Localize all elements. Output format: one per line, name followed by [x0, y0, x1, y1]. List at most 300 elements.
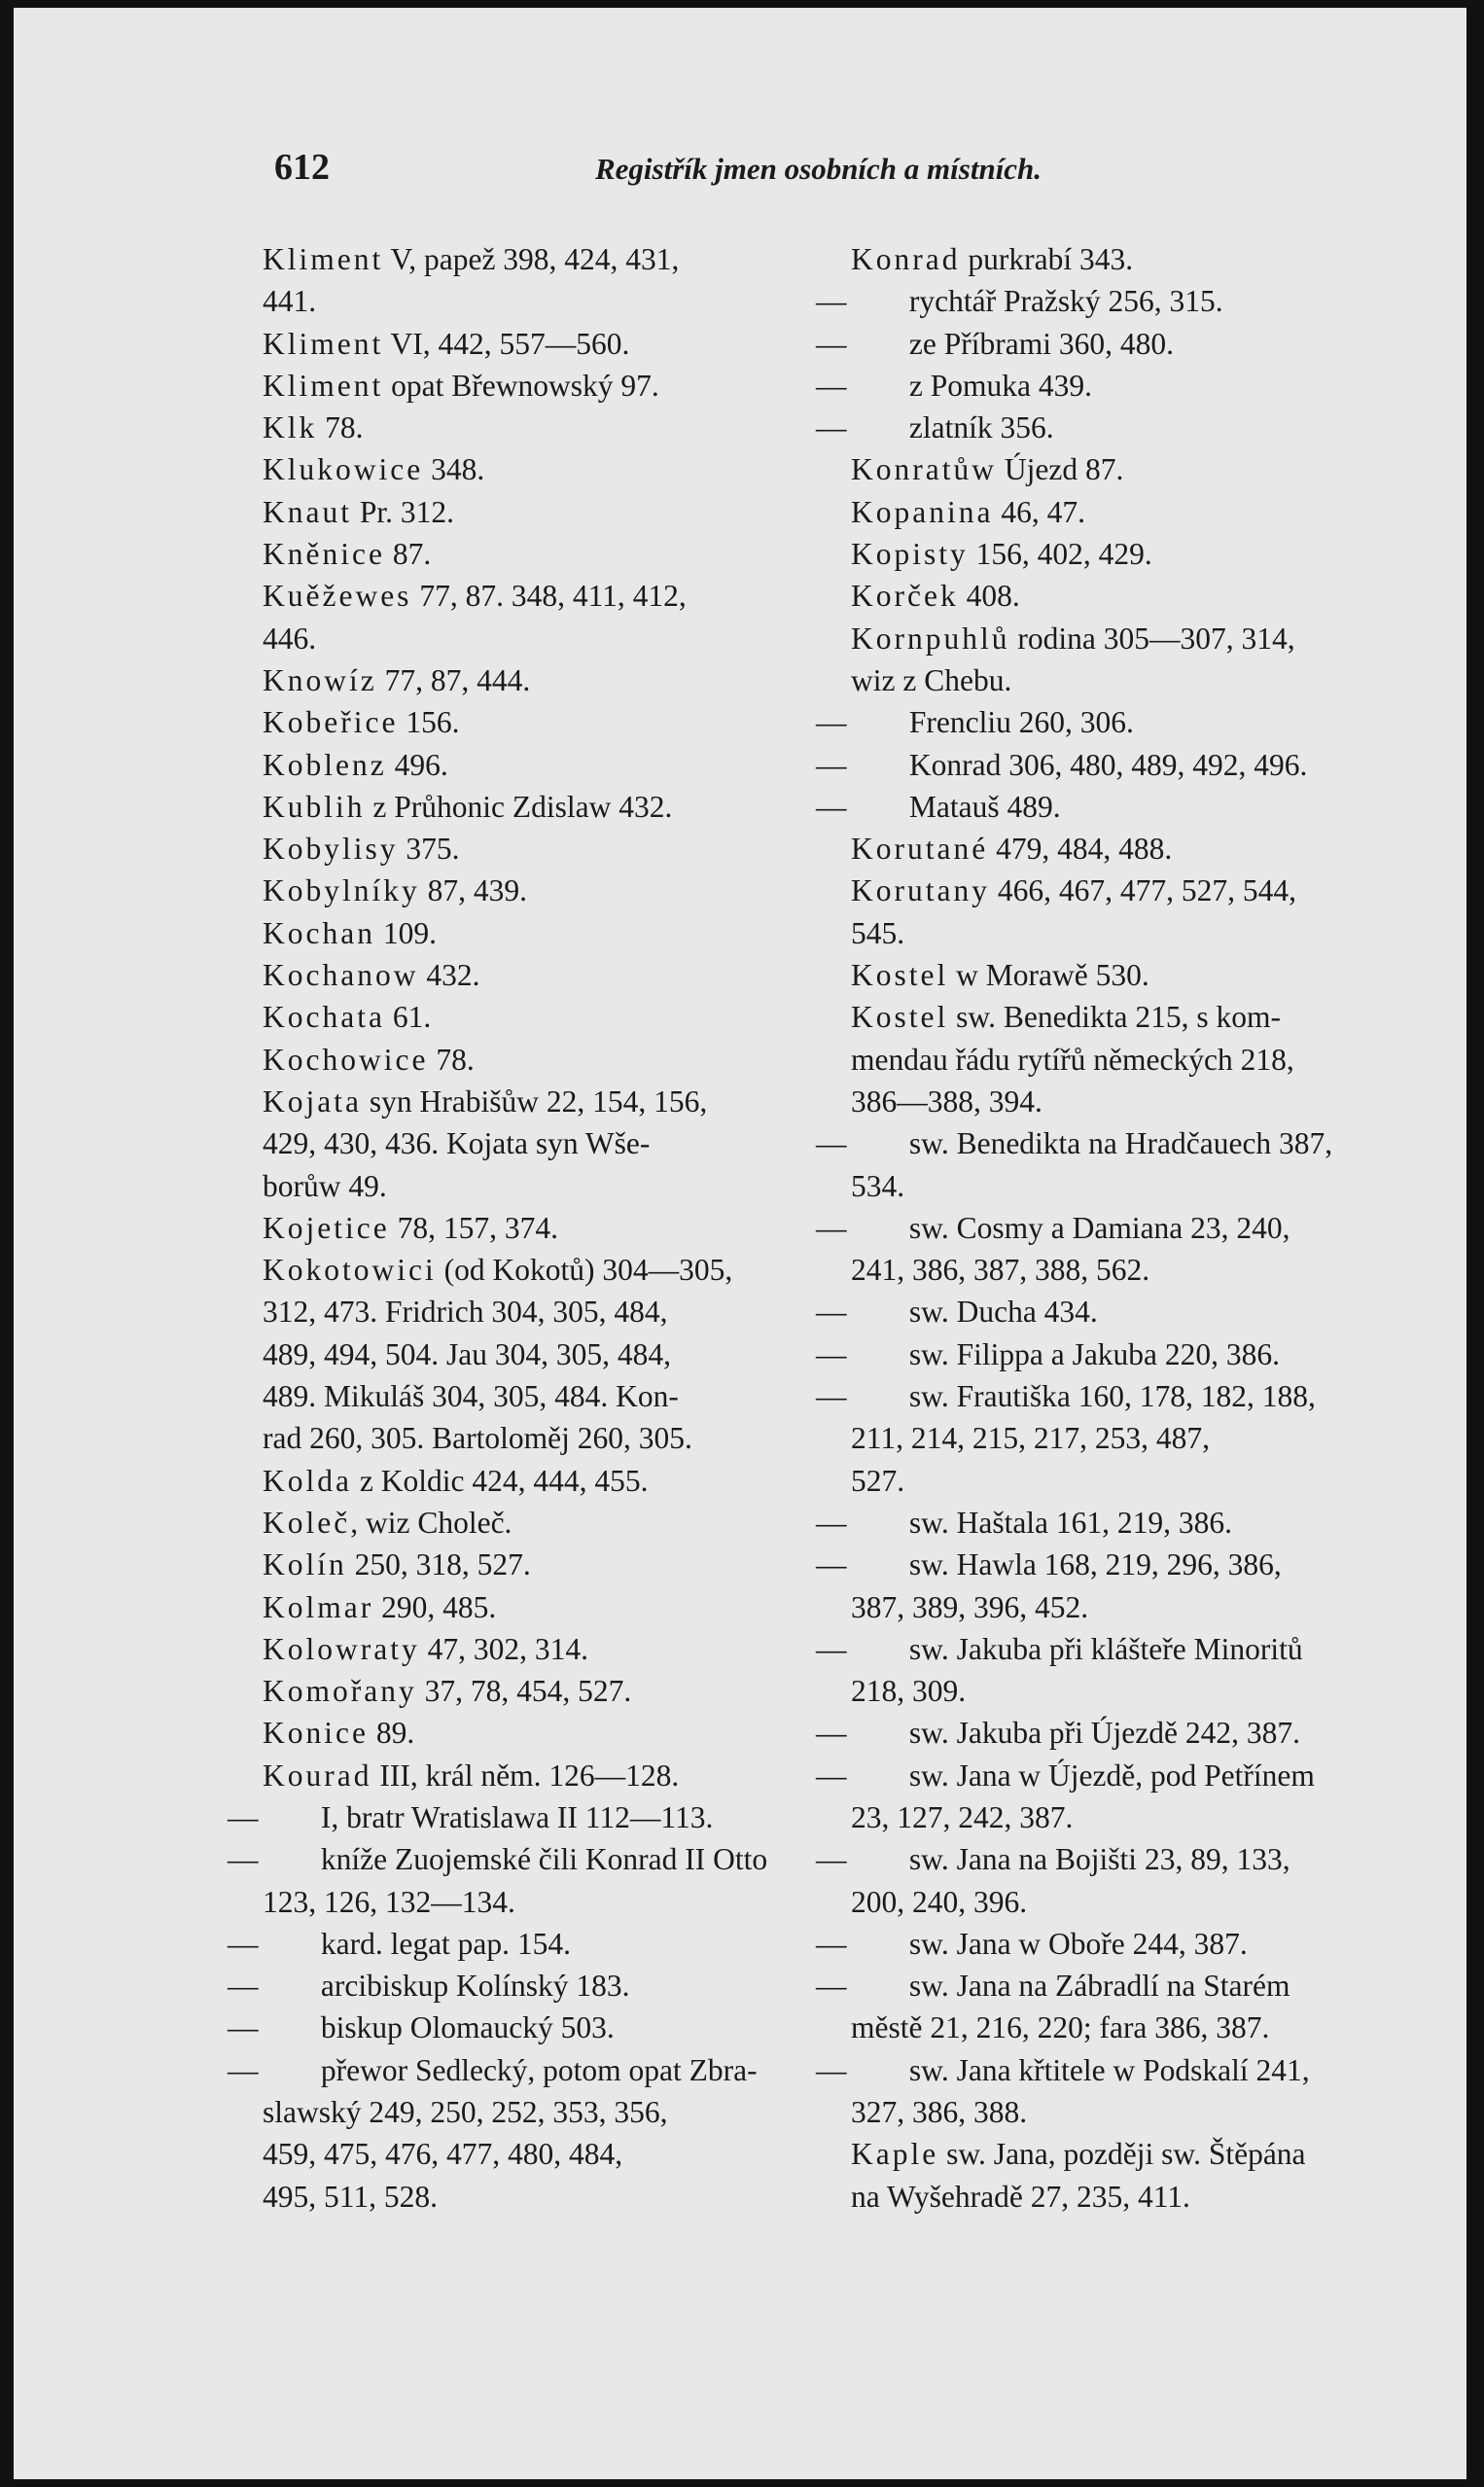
index-entry [263, 365, 846, 407]
entry-headword: Korček [851, 579, 959, 614]
entry-headword: Kolín [263, 1547, 347, 1582]
index-entry [816, 1502, 1434, 1544]
index-entry [263, 1207, 846, 1249]
entry-line [263, 1291, 846, 1332]
entry-text: 432. [418, 958, 480, 993]
entry-text: 496. [386, 747, 448, 782]
entry-headword: Kojetice [263, 1210, 390, 1245]
entry-line [851, 1039, 1434, 1081]
entry-line [851, 1081, 1434, 1122]
entry-line [263, 659, 846, 701]
entry-headword: Kojata [263, 1084, 362, 1119]
entry-headword: Kochan [263, 915, 375, 950]
entry-line [263, 1165, 846, 1207]
entry-text: 386—388, 394. [851, 1084, 1042, 1119]
index-entry [263, 701, 846, 743]
index-entry [816, 1712, 1434, 1754]
index-entry [263, 1628, 846, 1670]
index-entry [816, 2049, 1434, 2134]
entry-line [851, 618, 1434, 659]
entry-text: kníže Zuojemské čili Konrad II Otto [313, 1842, 768, 1877]
entry-line [263, 1881, 846, 1923]
entry-text: sw. Haštala 161, 219, 386. [901, 1505, 1233, 1540]
entry-line [851, 2133, 1434, 2175]
index-entry [816, 280, 1434, 322]
page-number: 612 [274, 147, 330, 188]
continuation-dash: — [816, 410, 847, 445]
continuation-dash: — [816, 1210, 847, 1245]
entry-headword: Kuěžewes [263, 579, 412, 614]
entry-line [851, 575, 1434, 617]
index-entry [263, 912, 846, 954]
entry-line [851, 2176, 1434, 2218]
entry-line [851, 1796, 1434, 1838]
entry-text: Frencliu 260, 306. [901, 705, 1134, 740]
continuation-dash: — [228, 2010, 259, 2045]
entry-text: wiz z Chebu. [851, 662, 1012, 697]
entry-line [263, 1712, 846, 1754]
entry-text: Konrad 306, 480, 489, 492, 496. [901, 747, 1308, 782]
entry-text: Pr. 312. [351, 494, 455, 529]
entry-line [228, 1923, 846, 1965]
entry-headword: Konratůw [851, 452, 997, 487]
entry-text: 109. [374, 915, 437, 950]
entry-headword: Kobylníky [263, 873, 420, 908]
entry-line [816, 323, 1434, 365]
entry-line [816, 744, 1434, 786]
entry-line [228, 1838, 846, 1880]
index-entry [816, 1544, 1434, 1628]
index-entry [851, 618, 1434, 702]
index-entry [816, 365, 1434, 407]
entry-headword: Konrad [851, 242, 961, 276]
index-entry [816, 1628, 1434, 1713]
entry-line [816, 280, 1434, 322]
entry-headword: Kostel [851, 958, 949, 993]
entry-headword: Kublih [263, 789, 366, 824]
index-entry [263, 954, 846, 996]
index-entry [851, 238, 1434, 280]
index-entry [263, 1712, 846, 1754]
entry-text: 87. [384, 537, 432, 572]
entry-line [263, 1544, 846, 1585]
index-entry [851, 828, 1434, 870]
entry-line [851, 1670, 1434, 1712]
entry-line [851, 1460, 1434, 1502]
entry-line [816, 1755, 1434, 1796]
entry-text: purkrabí 343. [960, 242, 1134, 276]
entry-headword: Kochanow [263, 958, 419, 993]
entry-text: 200, 240, 396. [851, 1884, 1028, 1919]
entry-text: V, papež 398, 424, 431, [383, 242, 680, 276]
entry-text: 78. [317, 410, 364, 445]
index-entry [228, 1923, 846, 1965]
entry-headword: Kliment [263, 242, 384, 276]
entry-headword: Kolda [263, 1463, 352, 1498]
entry-line [851, 2091, 1434, 2133]
index-entry [263, 996, 846, 1038]
entry-line [263, 1417, 846, 1459]
entry-text: , wiz Choleč. [350, 1505, 512, 1540]
entry-headword: Kliment [263, 368, 384, 403]
entry-line [263, 533, 846, 575]
index-entry [228, 1838, 846, 1923]
index-entry [228, 1965, 846, 2007]
entry-text: rodina 305—307, 314, [1009, 621, 1295, 656]
entry-text: sw. Benedikta 215, s kom- [948, 1000, 1282, 1035]
entry-line [851, 448, 1434, 490]
entry-headword: Kochowice [263, 1042, 429, 1077]
entry-line [851, 996, 1434, 1038]
entry-headword: Korutané [851, 832, 989, 867]
entry-line [816, 1965, 1434, 2007]
entry-text: 527. [851, 1463, 905, 1498]
index-entry [263, 786, 846, 828]
entry-line [851, 912, 1434, 954]
entry-line [263, 575, 846, 617]
index-entry [816, 1755, 1434, 1839]
index-entry [816, 701, 1434, 743]
entry-text: sw. Jakuba při Újezdě 242, 387. [901, 1716, 1300, 1751]
continuation-dash: — [816, 2052, 847, 2087]
entry-line [851, 533, 1434, 575]
entry-headword: Kokotowici [263, 1253, 437, 1288]
index-entry [816, 323, 1434, 365]
index-entry [851, 996, 1434, 1122]
entry-text: 61. [384, 1000, 432, 1035]
entry-headword: Koleč [263, 1505, 351, 1540]
entry-text: 123, 126, 132—134. [263, 1884, 515, 1919]
entry-text: sw. Benedikta na Hradčauech 387, [901, 1126, 1333, 1161]
entry-text: na Wyšehradě 27, 235, 411. [851, 2179, 1190, 2214]
entry-text: 545. [851, 915, 905, 950]
entry-headword: Komořany [263, 1674, 417, 1709]
entry-text: zlatník 356. [901, 410, 1054, 445]
continuation-dash: — [228, 1842, 259, 1877]
index-entry [263, 323, 846, 365]
entry-line [851, 1881, 1434, 1923]
entry-line [263, 1628, 846, 1670]
entry-line [263, 1207, 846, 1249]
continuation-dash: — [816, 705, 847, 740]
entry-line [816, 1207, 1434, 1249]
continuation-dash: — [816, 1969, 847, 2004]
entry-line [816, 407, 1434, 448]
index-entry [816, 1838, 1434, 1923]
index-entry [263, 448, 846, 490]
entry-text: z Koldic 424, 444, 455. [351, 1463, 649, 1498]
entry-text: 495, 511, 528. [263, 2179, 438, 2214]
entry-line [263, 238, 846, 280]
index-entry [851, 2133, 1434, 2218]
index-entry [263, 659, 846, 701]
entry-headword: Kostel [851, 1000, 949, 1035]
entry-line [263, 1081, 846, 1122]
entry-text: 87, 439. [419, 873, 528, 908]
entry-line [263, 786, 846, 828]
continuation-dash: — [228, 2052, 259, 2087]
entry-headword: Kopanina [851, 494, 994, 529]
continuation-dash: — [816, 1126, 847, 1161]
index-entry [263, 533, 846, 575]
index-entry [816, 1207, 1434, 1292]
entry-text: opat Břewnowský 97. [383, 368, 659, 403]
entry-headword: Korutany [851, 873, 990, 908]
entry-text: sw. Frautiška 160, 178, 182, 188, [901, 1379, 1316, 1414]
index-entry [228, 2049, 846, 2218]
index-entry [263, 407, 846, 448]
index-entry [228, 1796, 846, 1838]
entry-text: 218, 309. [851, 1674, 967, 1709]
index-entry [816, 1923, 1434, 1965]
entry-text: městě 21, 216, 220; fara 386, 387. [851, 2010, 1270, 2045]
entry-text: 78, 157, 374. [389, 1210, 558, 1245]
entry-text: 23, 127, 242, 387. [851, 1799, 1074, 1834]
entry-line [263, 1122, 846, 1164]
entry-line [263, 1333, 846, 1375]
index-entry [263, 1249, 846, 1459]
index-entry [816, 1333, 1434, 1375]
entry-text: sw. Jana w Újezdě, pod Petřínem [901, 1758, 1315, 1793]
continuation-dash: — [816, 284, 847, 319]
entry-headword: Kněnice [263, 537, 385, 572]
index-entry [816, 786, 1434, 828]
entry-text: slawský 249, 250, 252, 353, 356, [263, 2095, 668, 2130]
entry-text: 408. [958, 579, 1020, 614]
entry-line [263, 1502, 846, 1544]
entry-text: sw. Cosmy a Damiana 23, 240, [901, 1210, 1290, 1245]
entry-text: 156. [398, 705, 460, 740]
entry-line [228, 1796, 846, 1838]
entry-headword: Kolowraty [263, 1631, 420, 1666]
entry-text: Újezd 87. [996, 452, 1124, 487]
entry-headword: Kochata [263, 1000, 385, 1035]
entry-line [228, 2049, 846, 2091]
index-entry [263, 1755, 846, 1796]
entry-headword: Koblenz [263, 747, 387, 782]
entry-line [851, 870, 1434, 911]
entry-text: 211, 214, 215, 217, 253, 487, [851, 1421, 1210, 1456]
entry-text: 429, 430, 436. Kojata syn Wše- [263, 1126, 651, 1161]
entry-line [816, 1923, 1434, 1965]
entry-text: 241, 386, 387, 388, 562. [851, 1253, 1150, 1288]
entry-line [263, 701, 846, 743]
entry-text: Matauš 489. [901, 789, 1061, 824]
index-entry [263, 828, 846, 870]
entry-line [263, 996, 846, 1038]
index-entry [263, 1460, 846, 1502]
entry-text: 327, 386, 388. [851, 2095, 1028, 2130]
entry-line [816, 1544, 1434, 1585]
entry-text: sw. Jana, později sw. Štěpána [938, 2137, 1306, 2172]
continuation-dash: — [816, 1547, 847, 1582]
entry-text: sw. Jakuba při klášteře Minoritů [901, 1631, 1303, 1666]
entry-text: (od Kokotů) 304—305, [436, 1253, 733, 1288]
index-entry [816, 1375, 1434, 1502]
entry-text: mendau řádu rytířů německých 218, [851, 1042, 1294, 1077]
entry-line [263, 1586, 846, 1628]
index-entry [263, 1081, 846, 1207]
entry-line [851, 1165, 1434, 1207]
entry-line [228, 2007, 846, 2048]
index-entry [228, 2007, 846, 2048]
entry-headword: Kaple [851, 2137, 939, 2172]
entry-line [263, 828, 846, 870]
entry-text: sw. Hawla 168, 219, 296, 386, [901, 1547, 1282, 1582]
entry-headword: Kourad [263, 1758, 372, 1793]
entry-text: 534. [851, 1168, 905, 1203]
index-entry [816, 744, 1434, 786]
entry-line [851, 828, 1434, 870]
index-entry [263, 1586, 846, 1628]
entry-line [851, 1417, 1434, 1459]
entry-text: 250, 318, 527. [346, 1547, 531, 1582]
entry-text: 489, 494, 504. Jau 304, 305, 484, [263, 1336, 671, 1371]
entry-line [263, 1460, 846, 1502]
entry-text: 459, 475, 476, 477, 480, 484, [263, 2137, 623, 2172]
entry-text: 312, 473. Fridrich 304, 305, 484, [263, 1295, 668, 1330]
entry-text: 46, 47. [993, 494, 1085, 529]
entry-headword: Knowíz [263, 662, 377, 697]
entry-headword: Konice [263, 1716, 369, 1751]
entry-line [816, 1333, 1434, 1375]
index-entry [816, 1291, 1434, 1332]
entry-headword: Klukowice [263, 452, 424, 487]
entry-text: 290, 485. [373, 1589, 497, 1624]
entry-text: VI, 442, 557—560. [383, 326, 630, 361]
entry-text: 441. [263, 284, 317, 319]
index-entry [851, 448, 1434, 490]
entry-line [851, 238, 1434, 280]
entry-text: 375. [398, 832, 460, 867]
entry-text: 479, 484, 488. [988, 832, 1173, 867]
entry-text: z Pomuka 439. [901, 368, 1092, 403]
right-index-column [816, 238, 1434, 2218]
entry-headword: Klk [263, 410, 318, 445]
entry-line [851, 491, 1434, 533]
entry-line [263, 2176, 846, 2218]
index-entry [263, 1502, 846, 1544]
entry-text: z Průhonic Zdislaw 432. [365, 789, 673, 824]
index-entry [263, 1544, 846, 1585]
continuation-dash: — [816, 747, 847, 782]
entry-line [263, 1249, 846, 1291]
entry-text: III, král něm. 126—128. [371, 1758, 680, 1793]
entry-text: kard. legat pap. 154. [313, 1926, 572, 1961]
continuation-dash: — [816, 1505, 847, 1540]
entry-line [816, 1502, 1434, 1544]
entry-line [263, 448, 846, 490]
entry-text: I, bratr Wratislawa II 112—113. [313, 1799, 714, 1834]
entry-headword: Kolmar [263, 1589, 374, 1624]
entry-line [263, 912, 846, 954]
index-entry [851, 533, 1434, 575]
entry-headword: Kliment [263, 326, 384, 361]
entry-line [851, 2007, 1434, 2048]
entry-line [851, 1586, 1434, 1628]
entry-text: 446. [263, 621, 317, 656]
entry-line [816, 2049, 1434, 2091]
index-entry [816, 1965, 1434, 2049]
index-entry [851, 954, 1434, 996]
entry-line [263, 365, 846, 407]
entry-text: 489. Mikuláš 304, 305, 484. Kon- [263, 1379, 679, 1414]
index-entry [816, 407, 1434, 448]
entry-text: sw. Jana křtitele w Podskalí 241, [901, 2052, 1310, 2087]
entry-line [263, 323, 846, 365]
entry-line [263, 2091, 846, 2133]
entry-headword: Kobylisy [263, 832, 399, 867]
entry-line [816, 1291, 1434, 1332]
entry-line [816, 1838, 1434, 1880]
entry-line [816, 365, 1434, 407]
entry-line [263, 1755, 846, 1796]
running-title: Registřík jmen osobních a místních. [595, 152, 1042, 186]
entry-line [263, 954, 846, 996]
page-header [274, 146, 1120, 195]
entry-line [263, 1039, 846, 1081]
entry-text: 156, 402, 429. [968, 537, 1152, 572]
entry-text: ze Příbrami 360, 480. [901, 326, 1174, 361]
entry-text: rychtář Pražský 256, 315. [901, 284, 1223, 319]
entry-text: 466, 467, 477, 527, 544, [989, 873, 1296, 908]
continuation-dash: — [816, 1758, 847, 1793]
entry-text: sw. Ducha 434. [901, 1295, 1098, 1330]
entry-text: 77, 87, 444. [376, 662, 531, 697]
index-entry [851, 491, 1434, 533]
entry-text: 37, 78, 454, 527. [416, 1674, 632, 1709]
continuation-dash: — [816, 1926, 847, 1961]
continuation-dash: — [228, 1969, 259, 2004]
entry-line [263, 744, 846, 786]
entry-text: 77, 87. 348, 411, 412, [411, 579, 687, 614]
entry-line [816, 1375, 1434, 1417]
entry-text: sw. Jana na Zábradlí na Starém [901, 1969, 1290, 2004]
entry-line [816, 1122, 1434, 1164]
entry-text: 348. [423, 452, 485, 487]
continuation-dash: — [816, 326, 847, 361]
index-entry [851, 870, 1434, 954]
entry-line [263, 870, 846, 911]
index-entry [263, 238, 846, 323]
entry-line [851, 954, 1434, 996]
entry-line [816, 1712, 1434, 1754]
entry-line [263, 1375, 846, 1417]
continuation-dash: — [228, 1926, 259, 1961]
continuation-dash: — [816, 1842, 847, 1877]
entry-text: přewor Sedlecký, potom opat Zbra- [313, 2052, 758, 2087]
entry-text: 47, 302, 314. [419, 1631, 588, 1666]
entry-headword: Kornpuhlů [851, 621, 1010, 656]
entry-line [816, 701, 1434, 743]
index-entry [263, 491, 846, 533]
entry-line [816, 1628, 1434, 1670]
continuation-dash: — [228, 1799, 259, 1834]
index-entry [263, 575, 846, 659]
entry-text: arcibiskup Kolínský 183. [313, 1969, 630, 2004]
entry-headword: Kopisty [851, 537, 969, 572]
entry-headword: Knaut [263, 494, 352, 529]
index-entry [851, 575, 1434, 617]
entry-line [816, 786, 1434, 828]
entry-text: rad 260, 305. Bartoloměj 260, 305. [263, 1421, 692, 1456]
continuation-dash: — [816, 368, 847, 403]
continuation-dash: — [816, 1716, 847, 1751]
entry-text: syn Hrabišůw 22, 154, 156, [361, 1084, 708, 1119]
index-entry [263, 1670, 846, 1712]
entry-line [851, 659, 1434, 701]
entry-text: biskup Olomaucký 503. [313, 2010, 615, 2045]
